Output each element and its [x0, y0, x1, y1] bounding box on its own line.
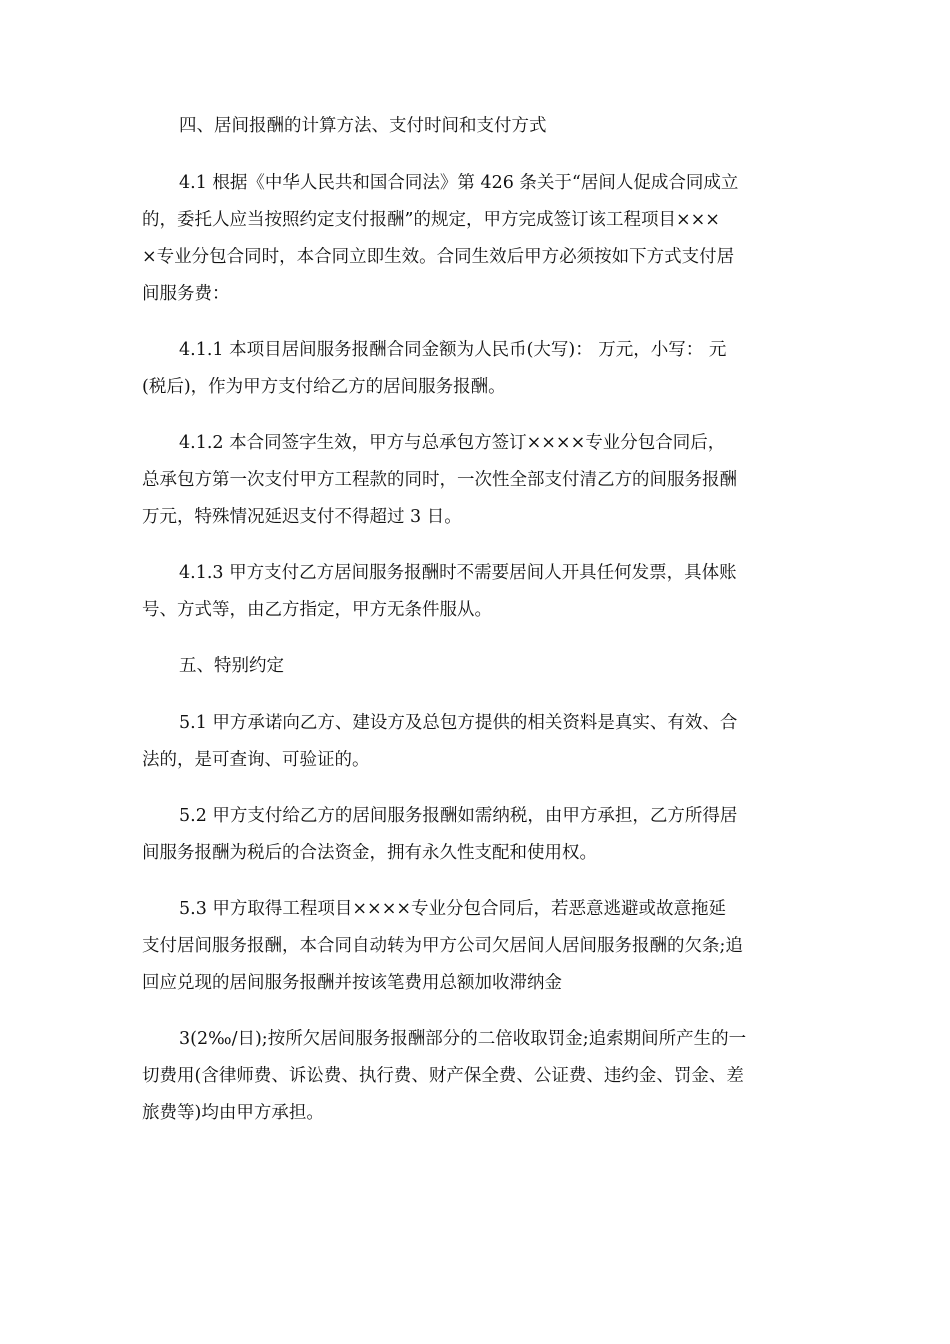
text-line: 总承包方第一次支付甲方工程款的同时，一次性全部支付清乙方的间服务报酬 [142, 470, 737, 490]
text-line: 5.2 甲方支付给乙方的居间服务报酬如需纳税，由甲方承担，乙方所得居 [179, 806, 738, 826]
text-line: 间服务报酬为税后的合法资金，拥有永久性支配和使用权。 [142, 843, 597, 863]
text-line: 支付居间服务报酬，本合同自动转为甲方公司欠居间人居间服务报酬的欠条;追 [142, 936, 743, 956]
text-line: 万元，特殊情况延迟支付不得超过 3 日。 [142, 507, 462, 527]
text-line: 五、特别约定 [179, 656, 284, 676]
text-line: 回应兑现的居间服务报酬并按该笔费用总额加收滞纳金 [142, 973, 562, 993]
clause-4-1 [142, 165, 810, 313]
text-line: (税后)，作为甲方支付给乙方的居间服务报酬。 [142, 377, 506, 397]
text-line: 切费用(含律师费、诉讼费、执行费、财产保全费、公证费、违约金、罚金、差 [142, 1066, 744, 1086]
clause-5-3-continued [142, 1021, 810, 1132]
clause-5-2 [142, 798, 810, 872]
text-line: 3(2‰/日);按所欠居间服务报酬部分的二倍收取罚金;追索期间所产生的一 [179, 1029, 747, 1049]
text-line: 的，委托人应当按照约定支付报酬”的规定，甲方完成签订该工程项目××× [142, 210, 720, 230]
clause-4-1-2 [142, 425, 810, 536]
clause-4-1-1 [142, 332, 810, 406]
text-line: 4.1.2 本合同签字生效，甲方与总承包方签订××××专业分包合同后， [179, 433, 726, 453]
document-body [142, 108, 810, 1151]
text-line: 5.3 甲方取得工程项目××××专业分包合同后，若恶意逃避或故意拖延 [179, 899, 727, 919]
clause-4-1-3 [142, 555, 810, 629]
text-line: 旅费等)均由甲方承担。 [142, 1103, 324, 1123]
text-line: 法的，是可查询、可验证的。 [142, 750, 370, 770]
clause-5-3 [142, 891, 810, 1002]
text-line: ×专业分包合同时，本合同立即生效。合同生效后甲方必须按如下方式支付居 [142, 247, 735, 267]
text-line: 5.1 甲方承诺向乙方、建设方及总包方提供的相关资料是真实、有效、合 [179, 713, 738, 733]
text-line: 号、方式等，由乙方指定，甲方无条件服从。 [142, 600, 492, 620]
text-line: 4.1.1 本项目居间服务报酬合同金额为人民币(大写)： 万元，小写： 元 [179, 340, 727, 360]
text-line: 间服务费： [142, 284, 230, 304]
text-line: 四、居间报酬的计算方法、支付时间和支付方式 [179, 116, 547, 136]
section-heading-4 [142, 108, 810, 145]
clause-5-1 [142, 705, 810, 779]
text-line: 4.1.3 甲方支付乙方居间服务报酬时不需要居间人开具任何发票，具体账 [179, 563, 737, 583]
text-line: 4.1 根据《中华人民共和国合同法》第 426 条关于“居间人促成合同成立 [179, 173, 739, 193]
section-heading-5 [142, 648, 810, 685]
